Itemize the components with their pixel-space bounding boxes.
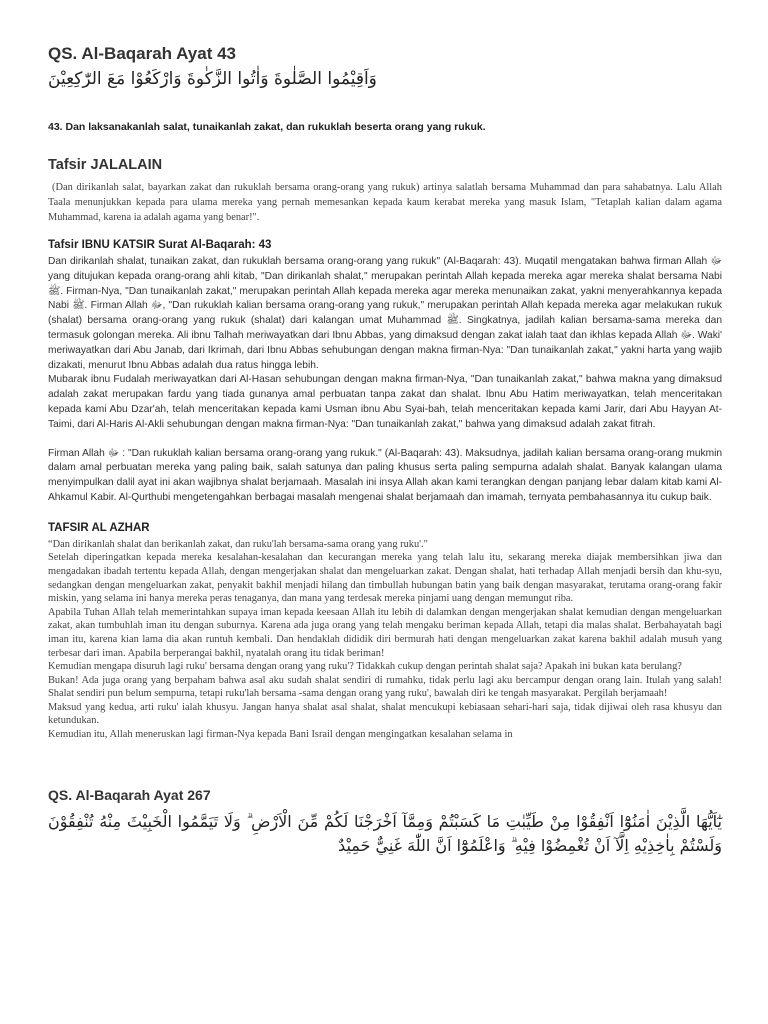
ayat-43-translation: 43. Dan laksanakanlah salat, tunaikanlah zakat, dan rukuklah beserta orang yang rukuk. — [48, 121, 486, 133]
tafsir-al-azhar-line: “Dan dirikanlah shalat dan berikanlah zakat, dan ruku'lah bersama-sama orang yang ruku'." — [48, 538, 428, 550]
tafsir-al-azhar-line: Kemudian itu, Allah meneruskan lagi firman-Nya kepada Bani Israil dengan mengingatkan kesalahan selama in — [48, 729, 513, 741]
tafsir-ibnu-katsir-para-2: Mubarak ibnu Fudalah meriwayatkan dari Al-Hasan sehubungan dengan makna firman-Nya, "Dan tunaikanlah zakat," bahwa makna yang dimaksud adalah zakat merupakan fardu yang tiada gunanya amal perbuatan tanpa zakat dan shalat. Ibnu Abu Hatim meriwayatkan, telah menceritakan kepada kami Abu Dzar'ah, telah menceritakan kepada kami Usman ibnu Abu Syai-bah, telah menceritakan kepada kami Jarir, dari Abu Hayyan At-Taimi, dari Al-Haris Al-Akli sehubungan dengan makna firman-Nya: "Dan tunaikanlah zakat," bahwa yang dimaksud adalah zakat fitrah. — [48, 374, 722, 430]
tafsir-jalalain-text: (Dan dirikanlah salat, bayarkan zakat dan rukuklah bersama orang-orang yang rukuk) artinya salatlah bersama Muhammad dan para sahabatnya. Lalu Allah Taala menunjukkan kepada para ulama mereka yang pernah memesankan kepada kaum kerabat mereka yang masuk Islam, "Tetaplah kalian dalam agama Muhammad, karena ia adalah agama yang benar!". — [48, 182, 722, 223]
tafsir-al-azhar-line: Maksud yang kedua, arti ruku' ialah khusyu. Jangan hanya shalat asal shalat, shalat mencukupi kebiasaan sehari-hari saja, tidak dijiwai oleh rasa khusyu dan ketundukan. — [48, 701, 722, 727]
ayat-267-arabic: يٰٓاَيُّهَا الَّذِيْنَ اٰمَنُوْٓا اَنْفِقُوْا مِنْ طَيِّبٰتِ مَا كَسَبْتُمْ وَمِمَّآ اَخْرَجْنَا لَكُمْ مِّنَ الْاَرْضِ ۗ وَلَا تَيَمَّمُوا الْخَبِيْثَ مِنْهُ تُنْفِقُوْنَ وَلَسْتُمْ بِاٰخِذِيْهِ اِلَّآ اَنْ تُغْمِضُوْا فِيْهِ ۗ وَاعْلَمُوْٓا اَنَّ اللّٰهَ غَنِيٌّ حَمِيْدٌ — [48, 811, 722, 855]
tafsir-ibnu-katsir-para-1: Dan dirikanlah shalat, tunaikan zakat, dan rukuklah bersama orang-orang yang rukuk" (Al-Baqarah: 43). Muqatil mengatakan bahwa firman Allah ﷻ yang ditujukan kepada orang-orang ahli kitab, "Dan dirikanlah shalat," merupakan perintah Allah kepada mereka agar mereka shalat bersama Nabi ﷺ. Firman-Nya, "Dan tunaikanlah zakat," merupakan perintah Allah kepada mereka agar mereka menunaikan zakat, yakni menyerahkannya kepada Nabi ﷺ. Firman Allah ﷻ, "Dan rukuklah kalian bersama orang-orang yang rukuk," merupakan perintah Allah kepada mereka agar melakukan rukuk (shalat) bersama orang-orang yang rukuk (shalat) dari kalangan umat Muhammad ﷺ. Singkatnya, jadilah kalian bersama-sama mereka dan termasuk golongan mereka. Ali ibnu Talhah meriwayatkan dari Ibnu Abbas, yang dimaksud dengan zakat ialah taat dan ikhlas kepada Allah ﷻ. Waki' meriwayatkan dari Abu Janab, dari Ikrimah, dari Ibnu Abbas sehubungan dengan makna firman-Nya: "Dan tunaikanlah zakat," yakni harta yang wajib dizakati, menurut Ibnu Abbas adalah dua ratus hingga lebih. — [48, 256, 723, 371]
ayat-267-title: QS. Al-Baqarah Ayat 267 — [48, 786, 211, 803]
tafsir-jalalain-heading: Tafsir JALALAIN — [48, 157, 163, 173]
ayat-43-title: QS. Al-Baqarah Ayat 43 — [48, 44, 237, 63]
tafsir-ibnu-katsir-heading: Tafsir IBNU KATSIR Surat Al-Baqarah: 43 — [48, 239, 272, 251]
tafsir-al-azhar-line: Apabila Tuhan Allah telah memerintahkan supaya iman kepada keesaan Allah itu lebih di dalamkan dengan mengerjakan shalat kemudian dengan mengeluarkan zakat, akan tumbuhlah iman itu dengan suburnya. Karena ada juga orang yang telah mengaku beriman kepada Allah, tetapi dia malas shalat. Berbahayatah bagi iman itu, karena kian lama dia akan runtuh kembali. Dan hendaklah dididik diri bermurah hati dengan mengeluarkan zakat karena bakhil adalah musuh yang terbesar dari iman. Apabila berperangai bakhil, nyatalah orang itu tidak beriman! — [48, 606, 722, 659]
tafsir-al-azhar-line: Kemudian mengapa disuruh lagi ruku' bersama dengan orang yang ruku'? Tidakkah cukup dengan perintah shalat saja? Apakah ini bukan kata berulang? — [48, 661, 682, 673]
tafsir-al-azhar-line: Bukan! Ada juga orang yang berpaham bahwa asal aku sudah shalat sendiri di rumahku, tidak perlu lagi aku bercampur dengan orang lain. Itulah yang salah! Shalat sendiri pun belum sempurna, tetapi ruku'lah bersama -sama dengan orang yang ruku', bawalah diri ke tengah masyarakat. Pergilah berjamaah! — [48, 674, 722, 700]
ayat-43-arabic: وَاَقِيْمُوا الصَّلٰوةَ وَاٰتُوا الزَّكٰوةَ وَارْكَعُوْا مَعَ الرّٰكِعِيْنَ — [48, 69, 377, 89]
tafsir-al-azhar-line: Setelah diperingatkan kepada mereka kesalahan-kesalahan dan kecurangan mereka yang telah lalu itu, sekarang mereka diajak membersihkan jiwa dan mengadakan ibadah tertentu kepada Allah, dengan mengerjakan shalat dan mengeluarkan zakat. Dengan shalat, hati terhadap Allah menjadi bersih dan khu-syu, sedangkan dengan mengeluarkan zakat, penyakit bakhil menjadi hilang dan timbullah hubungan batin yang baik dengan masyarakat, terutama orang-orang fakir miskin, yang selama ini hanya mereka peras tenaganya, dan mana yang terdesak mereka pinjami uang dengan memungut riba. — [48, 552, 722, 605]
document-page — [48, 44, 722, 858]
tafsir-al-azhar-heading: TAFSIR AL AZHAR — [48, 521, 150, 534]
tafsir-ibnu-katsir-para-3: Firman Allah ﷻ : "Dan rukuklah kalian bersama orang-orang yang rukuk." (Al-Baqarah: 43). Maksudnya, jadilah kalian bersama orang-orang mukmin dalam amal perbuatan mereka yang paling baik, salah satunya dan paling khusus serta paling sempurna adalah shalat. Banyak kalangan ulama menyimpulkan dalil ayat ini akan wajibnya shalat berjamaah. Masalah ini insya Allah akan kami terangkan dengan panjang lebar dalam kitab kami Al-Ahkamul Kabir. Al-Qurthubi mengetengahkan berbagai masalah mengenai shalat berjamaah dan imamah, ternyata pembahasannya itu cukup baik. — [48, 447, 722, 503]
